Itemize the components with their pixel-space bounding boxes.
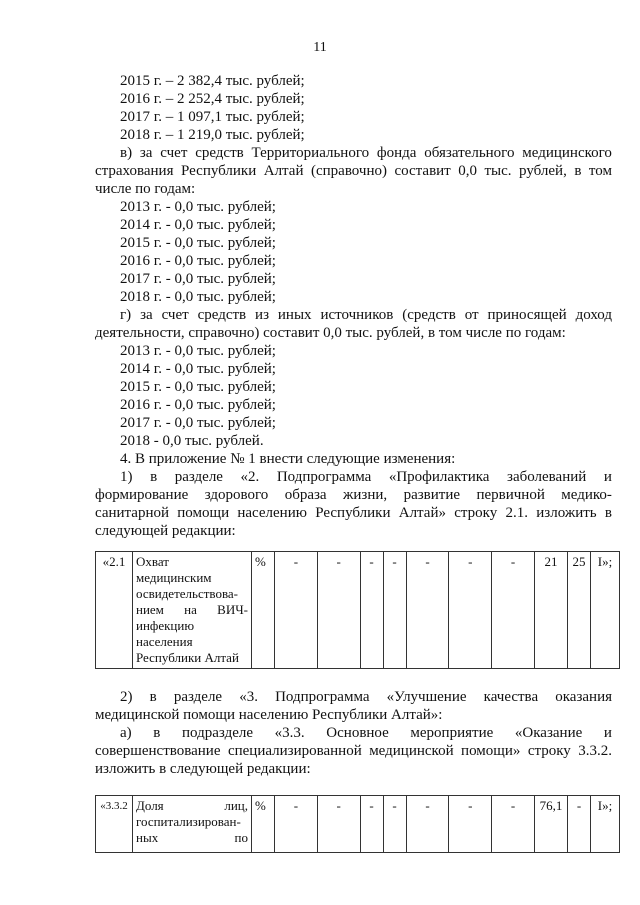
item-4-2a-line1: а) в подразделе «3.3. Основное мероприятие «Оказание и [120, 725, 612, 741]
item-4-heading: 4. В приложение № 1 внести следующие изменения: [120, 451, 456, 467]
item-4-1-line4: следующей редакции: [95, 523, 236, 539]
value-cell: - [406, 796, 449, 853]
value-cell: - [449, 796, 492, 853]
text-line: 2016 г. – 2 252,4 тыс. рублей; [120, 91, 305, 107]
text-line: 2015 г. - 0,0 тыс. рублей; [120, 379, 276, 395]
item-4-2-line1: 2) в разделе «3. Подпрограмма «Улучшение качества оказания [120, 689, 612, 705]
text-line: 2017 г. – 1 097,1 тыс. рублей; [120, 109, 305, 125]
text-line: 2015 г. – 2 382,4 тыс. рублей; [120, 73, 305, 89]
value-cell: - [383, 796, 406, 853]
row-number: «2.1 [96, 552, 133, 669]
text-line: 2016 г. - 0,0 тыс. рублей; [120, 253, 276, 269]
value-cell: - [492, 552, 535, 669]
table-row-3-3-2 [95, 795, 620, 853]
item-4-2a-line2: совершенствование специализированной медицинской помощи» строку 3.3.2. [95, 743, 612, 759]
row-description: Охват медицинским освидетельствова- нием на ВИЧ- инфекцию населения Республики Алтай [133, 552, 252, 669]
text-line: 2018 г. - 0,0 тыс. рублей; [120, 289, 276, 305]
page-number: 11 [313, 40, 327, 55]
text-line: 2018 - 0,0 тыс. рублей. [120, 433, 264, 449]
paragraph-v-line3: числе по годам: [95, 181, 196, 197]
item-4-1-line3: санитарной помощи населению Республики Алтай» строку 2.1. изложить в [95, 505, 612, 521]
table-row-2-1 [95, 551, 620, 669]
item-4-1-line1: 1) в разделе «2. Подпрограмма «Профилактика заболеваний и [120, 469, 612, 485]
value-cell: 21 [535, 552, 568, 669]
value-cell: I»; [591, 552, 620, 669]
value-cell: I»; [591, 796, 620, 853]
item-4-2a-line3: изложить в следующей редакции: [95, 761, 311, 777]
text-line: 2015 г. - 0,0 тыс. рублей; [120, 235, 276, 251]
value-cell: 76,1 [535, 796, 568, 853]
row-number: «3.3.2 [96, 796, 133, 853]
unit-cell: % [252, 552, 275, 669]
text-line: 2013 г. - 0,0 тыс. рублей; [120, 343, 276, 359]
text-line: 2017 г. - 0,0 тыс. рублей; [120, 271, 276, 287]
value-cell: - [317, 796, 360, 853]
paragraph-g-line1: г) за счет средств из иных источников (средств от приносящей доход [120, 307, 612, 323]
value-cell: - [360, 552, 383, 669]
text-line: 2016 г. - 0,0 тыс. рублей; [120, 397, 276, 413]
value-cell: - [406, 552, 449, 669]
text-line: 2014 г. - 0,0 тыс. рублей; [120, 361, 276, 377]
text-line: 2018 г. – 1 219,0 тыс. рублей; [120, 127, 305, 143]
value-cell: - [275, 796, 318, 853]
value-cell: - [360, 796, 383, 853]
value-cell: - [275, 552, 318, 669]
value-cell: 25 [568, 552, 591, 669]
row-description: Доля лиц, госпитализирован- ных по [133, 796, 252, 853]
text-line: 2013 г. - 0,0 тыс. рублей; [120, 199, 276, 215]
paragraph-g-line2: деятельности, справочно) составит 0,0 тыс. рублей, в том числе по годам: [95, 325, 566, 341]
unit-cell: % [252, 796, 275, 853]
item-4-1-line2: формирование здорового образа жизни, развитие первичной медико- [95, 487, 612, 503]
value-cell: - [492, 796, 535, 853]
value-cell: - [317, 552, 360, 669]
text-line: 2017 г. - 0,0 тыс. рублей; [120, 415, 276, 431]
paragraph-v-line1: в) за счет средств Территориального фонда обязательного медицинского [120, 145, 612, 161]
value-cell: - [383, 552, 406, 669]
value-cell: - [449, 552, 492, 669]
paragraph-v-line2: страхования Республики Алтай (справочно) составит 0,0 тыс. рублей, в том [95, 163, 612, 179]
value-cell: - [568, 796, 591, 853]
item-4-2-line2: медицинской помощи населению Республики Алтай»: [95, 707, 443, 723]
text-line: 2014 г. - 0,0 тыс. рублей; [120, 217, 276, 233]
